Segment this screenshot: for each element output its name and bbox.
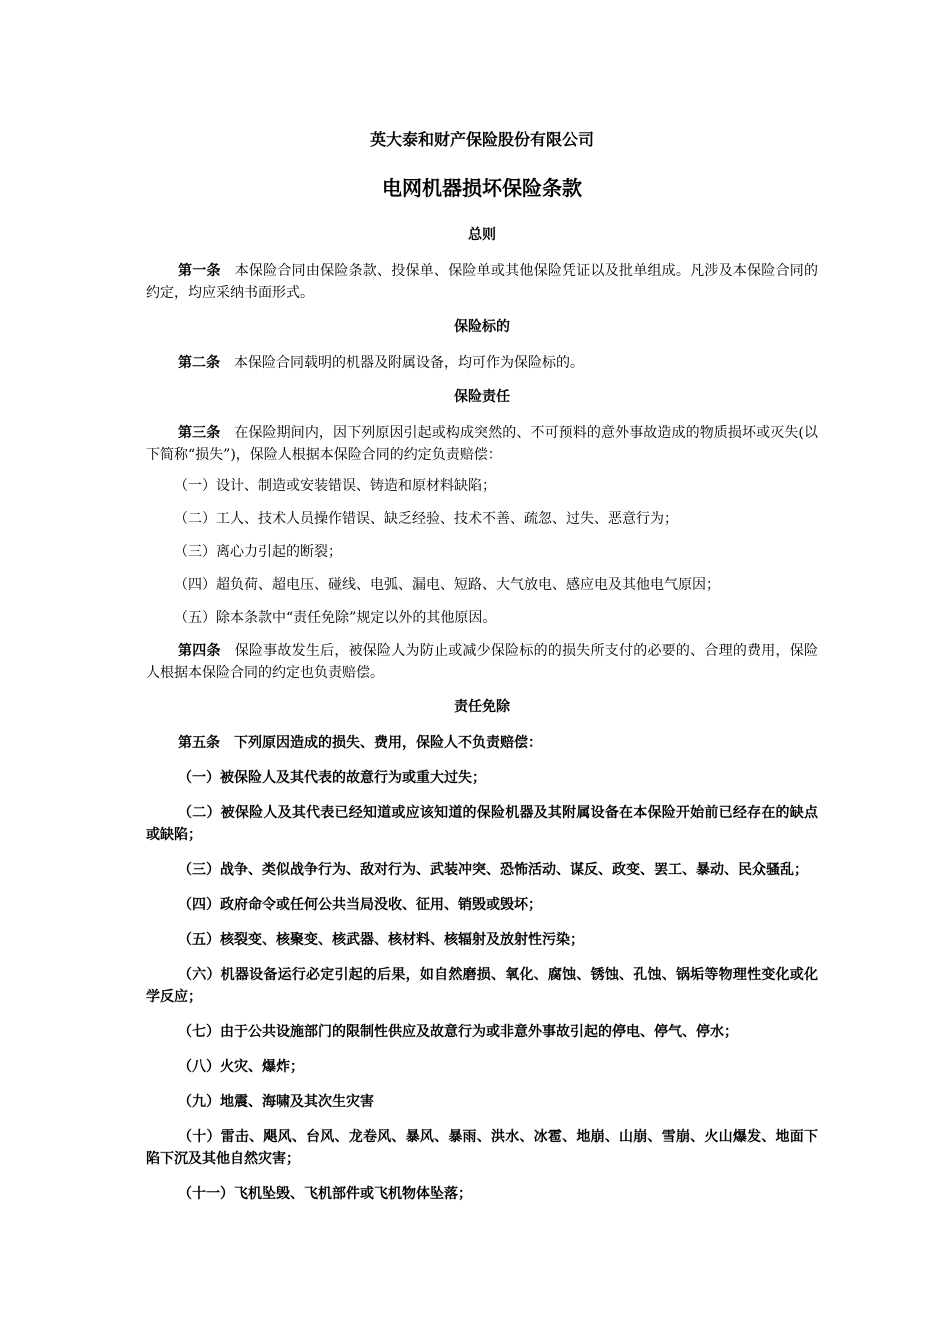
- liability-item: （二）工人、技术人员操作错误、缺乏经验、技术不善、疏忽、过失、恶意行为；: [174, 511, 678, 527]
- exclusion-item: （十一）飞机坠毁、飞机部件或飞机物体坠落；: [178, 1186, 472, 1202]
- section-heading-general: 总则: [468, 227, 496, 243]
- article-4: [146, 640, 818, 684]
- exclusion-item: （九）地震、海啸及其次生灾害: [178, 1094, 374, 1110]
- exclusion-item: （二）被保险人及其代表已经知道或应该知道的保险机器及其附属设备在本保险开始前已经存在的缺点或缺陷；: [146, 805, 818, 843]
- document-body: [146, 128, 818, 1218]
- liability-item: （三）离心力引起的断裂；: [174, 544, 342, 560]
- article-2-label: 第二条: [178, 355, 220, 371]
- article-5-text: 下列原因造成的损失、费用，保险人不负责赔偿：: [234, 735, 542, 751]
- exclusion-item: （七）由于公共设施部门的限制性供应及故意行为或非意外事故引起的停电、停气、停水；: [178, 1024, 738, 1040]
- article-2: [146, 352, 818, 374]
- article-3: [146, 422, 818, 466]
- exclusion-item: （六）机器设备运行必定引起的后果，如自然磨损、氧化、腐蚀、锈蚀、孔蚀、锅垢等物理性变化或化学反应；: [146, 967, 818, 1005]
- document-title: 电网机器损坏保险条款: [382, 176, 582, 200]
- exclusion-item: （一）被保险人及其代表的故意行为或重大过失；: [178, 770, 486, 786]
- section-heading-exclusions: 责任免除: [454, 699, 510, 715]
- liability-item: （五）除本条款中“责任免除”规定以外的其他原因。: [174, 610, 497, 626]
- article-5-label: 第五条: [178, 735, 220, 751]
- exclusion-item: （五）核裂变、核聚变、核武器、核材料、核辐射及放射性污染；: [178, 932, 584, 948]
- article-4-text: 保险事故发生后，被保险人为防止或减少保险标的的损失所支付的必要的、合理的费用，保险人根据本保险合同的约定也负责赔偿。: [146, 643, 819, 681]
- article-3-text: 在保险期间内，因下列原因引起或构成突然的、不可预料的意外事故造成的物质损坏或灭失(以下简称“损失”)，保险人根据本保险合同的约定负责赔偿：: [146, 425, 818, 463]
- article-5: [146, 732, 818, 754]
- section-heading-liability: 保险责任: [454, 389, 510, 405]
- exclusion-item: （八）火灾、爆炸；: [178, 1059, 304, 1075]
- article-1-text: 本保险合同由保险条款、投保单、保险单或其他保险凭证以及批单组成。凡涉及本保险合同的约定，均应采纳书面形式。: [146, 263, 819, 301]
- exclusion-item: （十）雷击、飓风、台风、龙卷风、暴风、暴雨、洪水、冰雹、地崩、山崩、雪崩、火山爆发、地面下陷下沉及其他自然灾害；: [146, 1129, 818, 1167]
- section-heading-subject: 保险标的: [454, 319, 510, 335]
- liability-item: （一）设计、制造或安装错误、铸造和原材料缺陷；: [174, 478, 496, 494]
- article-2-text: 本保险合同载明的机器及附属设备，均可作为保险标的。: [234, 355, 584, 371]
- liability-item: （四）超负荷、超电压、碰线、电弧、漏电、短路、大气放电、感应电及其他电气原因；: [174, 577, 720, 593]
- article-4-label: 第四条: [178, 643, 221, 659]
- article-3-label: 第三条: [178, 425, 221, 441]
- exclusion-item: （三）战争、类似战争行为、敌对行为、武装冲突、恐怖活动、谋反、政变、罢工、暴动、民众骚乱；: [178, 862, 808, 878]
- company-name: 英大泰和财产保险股份有限公司: [369, 130, 594, 149]
- article-1: [146, 260, 818, 304]
- article-1-label: 第一条: [178, 263, 221, 279]
- exclusion-item: （四）政府命令或任何公共当局没收、征用、销毁或毁坏；: [178, 897, 542, 913]
